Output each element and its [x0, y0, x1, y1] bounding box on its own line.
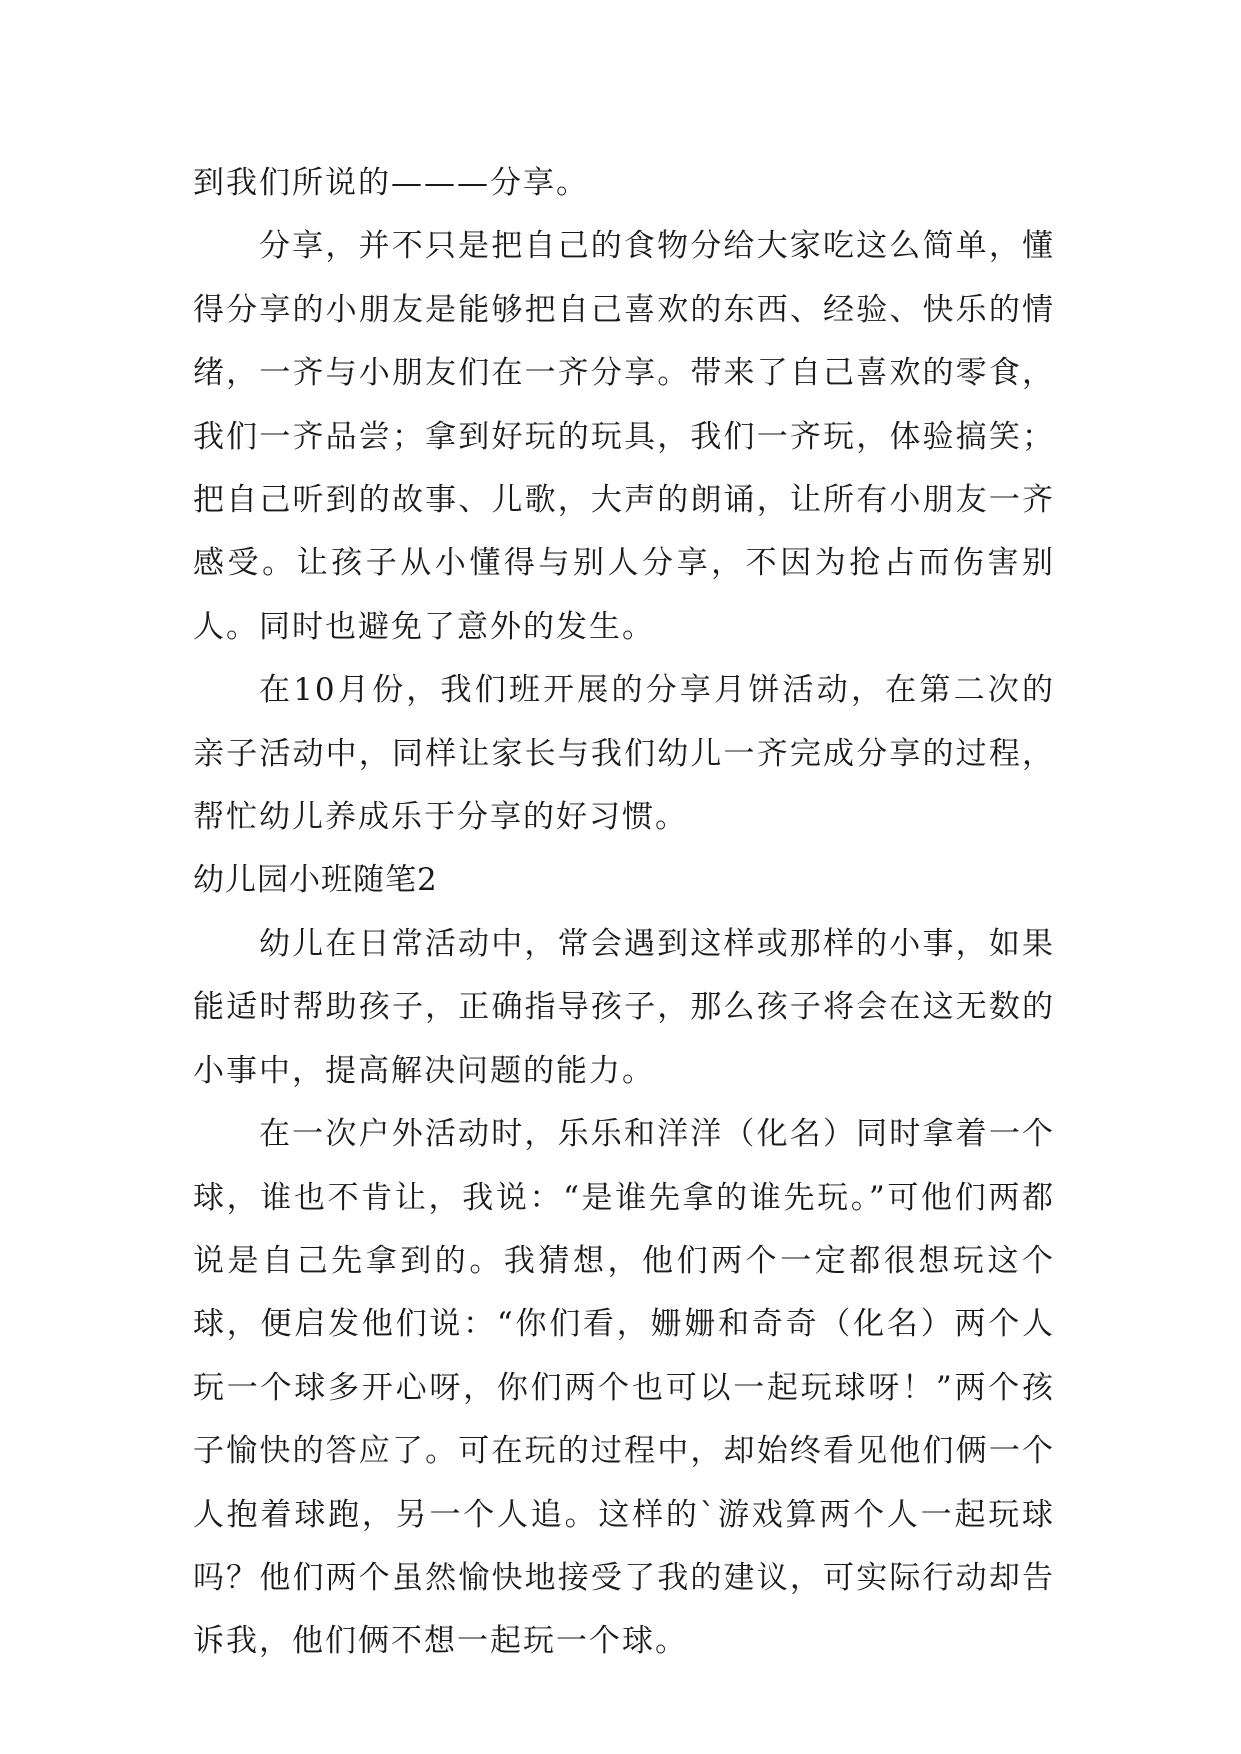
paragraph-daily-activities: 幼儿在日常活动中，常会遇到这样或那样的小事，如果能适时帮助孩子，正确指导孩子，那么孩子将会在这无数的小事中，提高解决问题的能力。 [193, 925, 1055, 1089]
paragraph-mooncake-activity: 在10月份，我们班开展的分享月饼活动，在第二次的亲子活动中，同样让家长与我们幼儿一齐完成分享的过程，帮忙幼儿养成乐于分享的好习惯。 [193, 672, 1055, 836]
paragraph-sharing: 分享，并不只是把自己的食物分给大家吃这么简单，懂得分享的小朋友是能够把自己喜欢的东西、经验、快乐的情绪，一齐与小朋友们在一齐分享。带来了自己喜欢的零食，我们一齐品尝；拿到好玩的玩具，我们一齐玩，体验搞笑；把自己听到的故事、儿歌，大声的朗诵，让所有小朋友一齐感受。让孩子从小懂得与别人分享，不因为抢占而伤害别人。同时也避免了意外的发生。 [193, 228, 1055, 645]
paragraph-continuation: 到我们所说的———分享。 [193, 165, 589, 201]
paragraph-ball-story: 在一次户外活动时，乐乐和洋洋（化名）同时拿着一个球，谁也不肯让，我说：“是谁先拿的谁先玩。”可他们两都说是自己先拿到的。我猜想，他们两个一定都很想玩这个球，便启发他们说：“你们看，姗姗和奇奇（化名）两个人玩一个球多开心呀，你们两个也可以一起玩球呀！”两个孩子愉快的答应了。可在玩的过程中，却始终看见他们俩一个人抱着球跑，另一个人追。这样的`游戏算两个人一起玩球吗？他们两个虽然愉快地接受了我的建议，可实际行动却告诉我，他们俩不想一起玩一个球。 [193, 1116, 1055, 1660]
section-heading: 幼儿园小班随笔2 [193, 862, 438, 899]
document-body [193, 152, 1055, 1674]
